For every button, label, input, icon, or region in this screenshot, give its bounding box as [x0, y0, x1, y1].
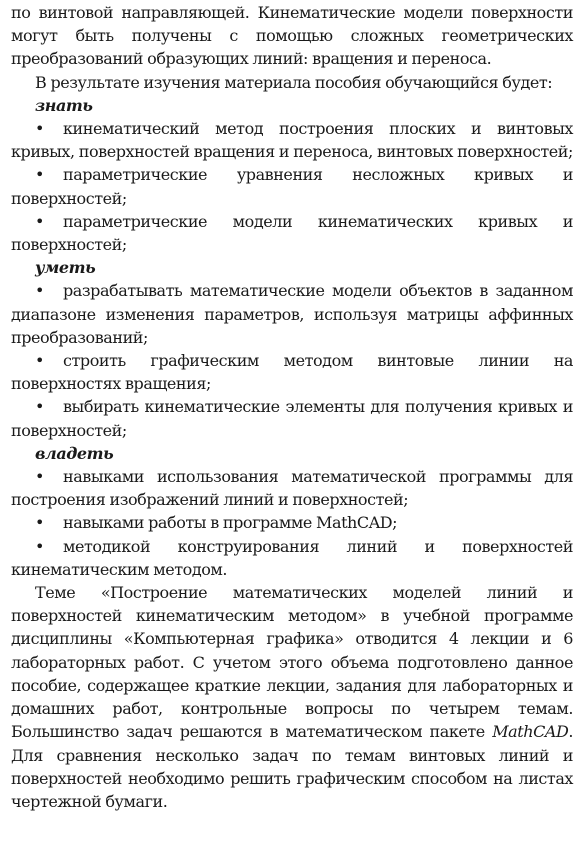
- bullet-item: [11, 279, 573, 349]
- final-paragraph-part1: Теме «Построение математических моделей линий и поверхностей кинематическим методом» в учебной программе дисциплины «Компьютерная графика» отводится 4 лекции и 6 лабораторных работ. С учетом этого объема подготовлено данное пособие, содержащее краткие лекции, задания для лабораторных и домашних работ, контрольные вопросы по четырем темам. Большинство задач решаются в математическом пакете: [11, 583, 573, 742]
- bullet-text: навыками использования математической программы для построения изображений линий и поверхностей;: [11, 467, 573, 510]
- bullet-item: [11, 465, 573, 511]
- bullet-text: параметрические уравнения несложных кривых и поверхностей;: [11, 165, 573, 208]
- final-paragraph: [11, 581, 573, 813]
- section-label-know: знать: [35, 95, 93, 115]
- bullet-glyph: •: [35, 351, 44, 371]
- bullet-text: выбирать кинематические элементы для получения кривых и поверхностей;: [11, 397, 573, 440]
- bullet-item: [11, 535, 573, 581]
- section-label-can: уметь: [35, 258, 96, 278]
- bullet-glyph: •: [35, 467, 44, 487]
- bullet-text: методикой конструирования линий и поверхностей кинематическим методом.: [11, 536, 573, 579]
- mathcad-term: MathCAD: [492, 722, 569, 742]
- bullet-item: [11, 210, 573, 256]
- bullet-glyph: •: [35, 119, 44, 139]
- bullet-item: [11, 163, 573, 209]
- final-paragraph-part2: . Для сравнения несколько задач по темам винтовых линий и поверхностей необходимо решить графическим способом на листах чертежной бумаги.: [11, 722, 573, 811]
- bullet-glyph: •: [35, 211, 44, 231]
- intro-paragraph: по винтовой направляющей. Кинематические модели поверхности могут быть получены с помощью сложных геометрических преобразований образующих линий: вращения и переноса.: [11, 3, 573, 69]
- bullet-glyph: •: [35, 165, 44, 185]
- bullet-text: строить графическим методом винтовые линии на поверхностях вращения;: [11, 351, 573, 394]
- outcome-intro: В результате изучения материала пособия обучающийся будет:: [35, 72, 553, 92]
- bullet-item: [11, 117, 573, 163]
- bullet-item: [11, 511, 573, 534]
- section-label-master: владеть: [35, 443, 114, 463]
- bullet-glyph: •: [35, 397, 44, 417]
- bullet-glyph: •: [35, 281, 44, 301]
- bullet-glyph: •: [35, 536, 44, 556]
- bullet-text: параметрические модели кинематических кривых и поверхностей;: [11, 211, 573, 255]
- bullet-item: [11, 349, 573, 395]
- bullet-item: [11, 395, 573, 441]
- bullet-text: разрабатывать математические модели объектов в заданном диапазоне изменения параметров, используя матрицы аффинных преобразований;: [11, 281, 573, 347]
- bullet-text: кинематический метод построения плоских и винтовых кривых, поверхностей вращения и переноса, винтовых поверхностей;: [11, 119, 573, 162]
- bullet-glyph: •: [35, 513, 44, 533]
- bullet-text: навыками работы в программе MathCAD;: [63, 513, 398, 533]
